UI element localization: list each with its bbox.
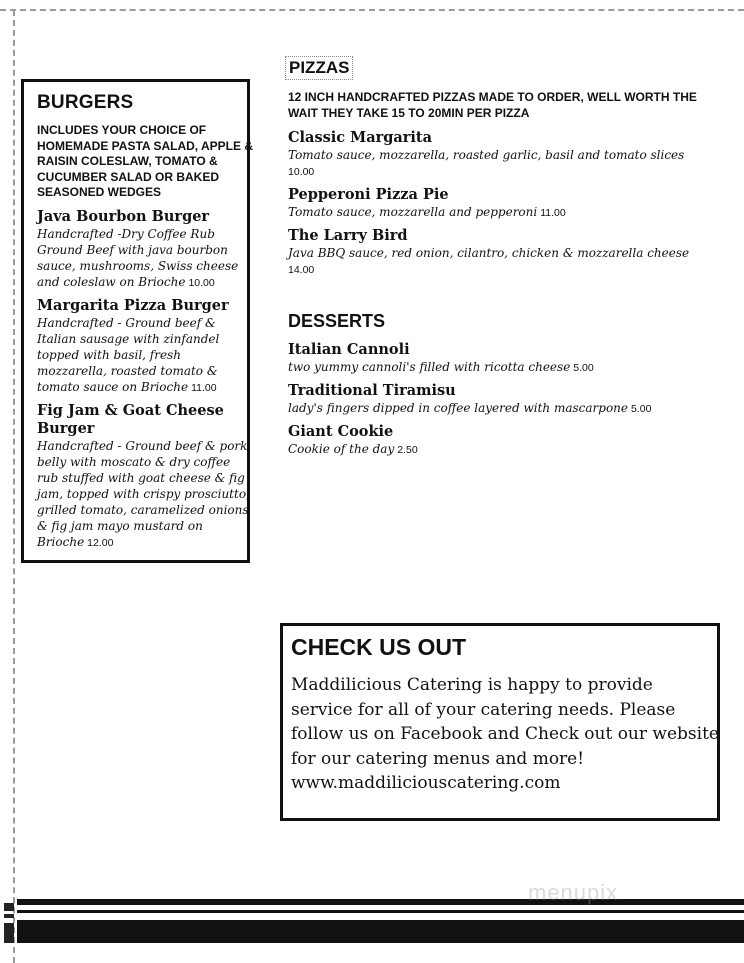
item-desc-text: Cookie of the day	[288, 442, 395, 456]
desserts-section	[288, 311, 728, 464]
item-description	[288, 400, 728, 417]
item-description	[37, 315, 253, 396]
check-us-out-box	[280, 623, 720, 821]
item-description	[288, 245, 728, 278]
item-desc-text: lady's fingers dipped in coffee layered with mascarpone	[288, 401, 628, 415]
item-description	[288, 359, 728, 376]
footer-stripe	[17, 920, 744, 943]
menu-item	[288, 129, 728, 180]
item-name: Margarita Pizza Burger	[37, 296, 229, 314]
footer-stripe	[17, 899, 744, 905]
item-desc-text: two yummy cannoli's filled with ricotta cheese	[288, 360, 571, 374]
footer-stripe	[17, 910, 744, 913]
item-desc-text: Handcrafted -Dry Coffee Rub Ground Beef with java bourbon sauce, mushrooms, Swiss cheese and coleslaw on Brioche	[37, 226, 239, 289]
dashed-border-top	[0, 9, 744, 11]
item-name: Pepperoni Pizza Pie	[288, 186, 449, 203]
item-price: 11.00	[191, 381, 217, 394]
footer-left-mark	[4, 903, 14, 943]
menu-item	[288, 341, 728, 376]
menu-item	[288, 186, 728, 221]
check-us-out-title: CHECK US OUT	[291, 634, 467, 660]
item-price: 14.00	[288, 264, 315, 276]
check-us-out-body	[291, 673, 719, 796]
item-desc-text: Tomato sauce, mozzarella, roasted garlic, basil and tomato slices	[288, 148, 685, 162]
pizzas-title: PIZZAS	[285, 56, 353, 80]
menu-item	[288, 382, 728, 417]
item-price: 12.00	[87, 536, 114, 549]
menu-item	[37, 297, 247, 396]
item-name: The Larry Bird	[288, 227, 408, 244]
pizzas-section	[288, 56, 728, 284]
burgers-section	[21, 79, 254, 563]
watermark-logo: menupix	[528, 880, 619, 905]
menu-item	[288, 423, 728, 458]
item-description	[37, 438, 253, 551]
menu-item	[37, 208, 247, 291]
item-name: Traditional Tiramisu	[288, 382, 456, 399]
burgers-intro: INCLUDES YOUR CHOICE OF HOMEMADE PASTA SALAD, APPLE & RAISIN COLESLAW, TOMATO & CUCUMBER SALAD OR BAKED SEASONED WEDGES	[37, 123, 254, 199]
pizzas-intro: 12 INCH HANDCRAFTED PIZZAS MADE TO ORDER, WELL WORTH THE WAIT THEY TAKE 15 TO 20MIN PER PIZZA	[288, 90, 697, 120]
item-name: Classic Margarita	[288, 129, 433, 146]
item-price: 2.50	[397, 444, 418, 456]
item-desc-text: Handcrafted - Ground beef & Italian sausage with zinfandel topped with basil, fresh mozzarella, roasted tomato & tomato sauce on Brioche	[37, 315, 220, 394]
item-name: Java Bourbon Burger	[37, 207, 210, 225]
burgers-title: BURGERS	[37, 92, 134, 113]
item-desc-text: Tomato sauce, mozzarella and pepperoni	[288, 205, 538, 219]
item-price: 10.00	[188, 276, 215, 289]
item-desc-text: Java BBQ sauce, red onion, cilantro, chicken & mozzarella cheese	[288, 246, 690, 260]
website-link[interactable]: www.maddiliciouscatering.com	[291, 773, 561, 793]
item-description	[288, 204, 728, 221]
item-description	[37, 226, 253, 291]
dashed-border-left	[13, 10, 15, 963]
check-body-text: Maddilicious Catering is happy to provide service for all of your catering needs. Please follow us on Facebook and Check out our website for our catering menus and more!	[291, 675, 719, 769]
item-description	[288, 147, 728, 180]
item-description	[288, 441, 728, 458]
item-name: Giant Cookie	[288, 423, 394, 440]
item-price: 10.00	[288, 166, 315, 178]
item-price: 5.00	[573, 362, 594, 374]
item-price: 5.00	[631, 403, 652, 415]
desserts-title: DESSERTS	[288, 311, 386, 331]
menu-item	[37, 401, 250, 551]
item-price: 11.00	[540, 207, 566, 219]
item-name: Italian Cannoli	[288, 341, 410, 358]
item-desc-text: Handcrafted - Ground beef & pork belly with moscato & dry coffee rub stuffed with goat cheese & fig jam, topped with crispy prosciutto, grilled tomato, caramelized onions & fig jam mayo mustard on Brioche	[37, 438, 250, 549]
menu-item	[288, 227, 728, 278]
item-name: Fig Jam & Goat Cheese Burger	[37, 401, 224, 437]
